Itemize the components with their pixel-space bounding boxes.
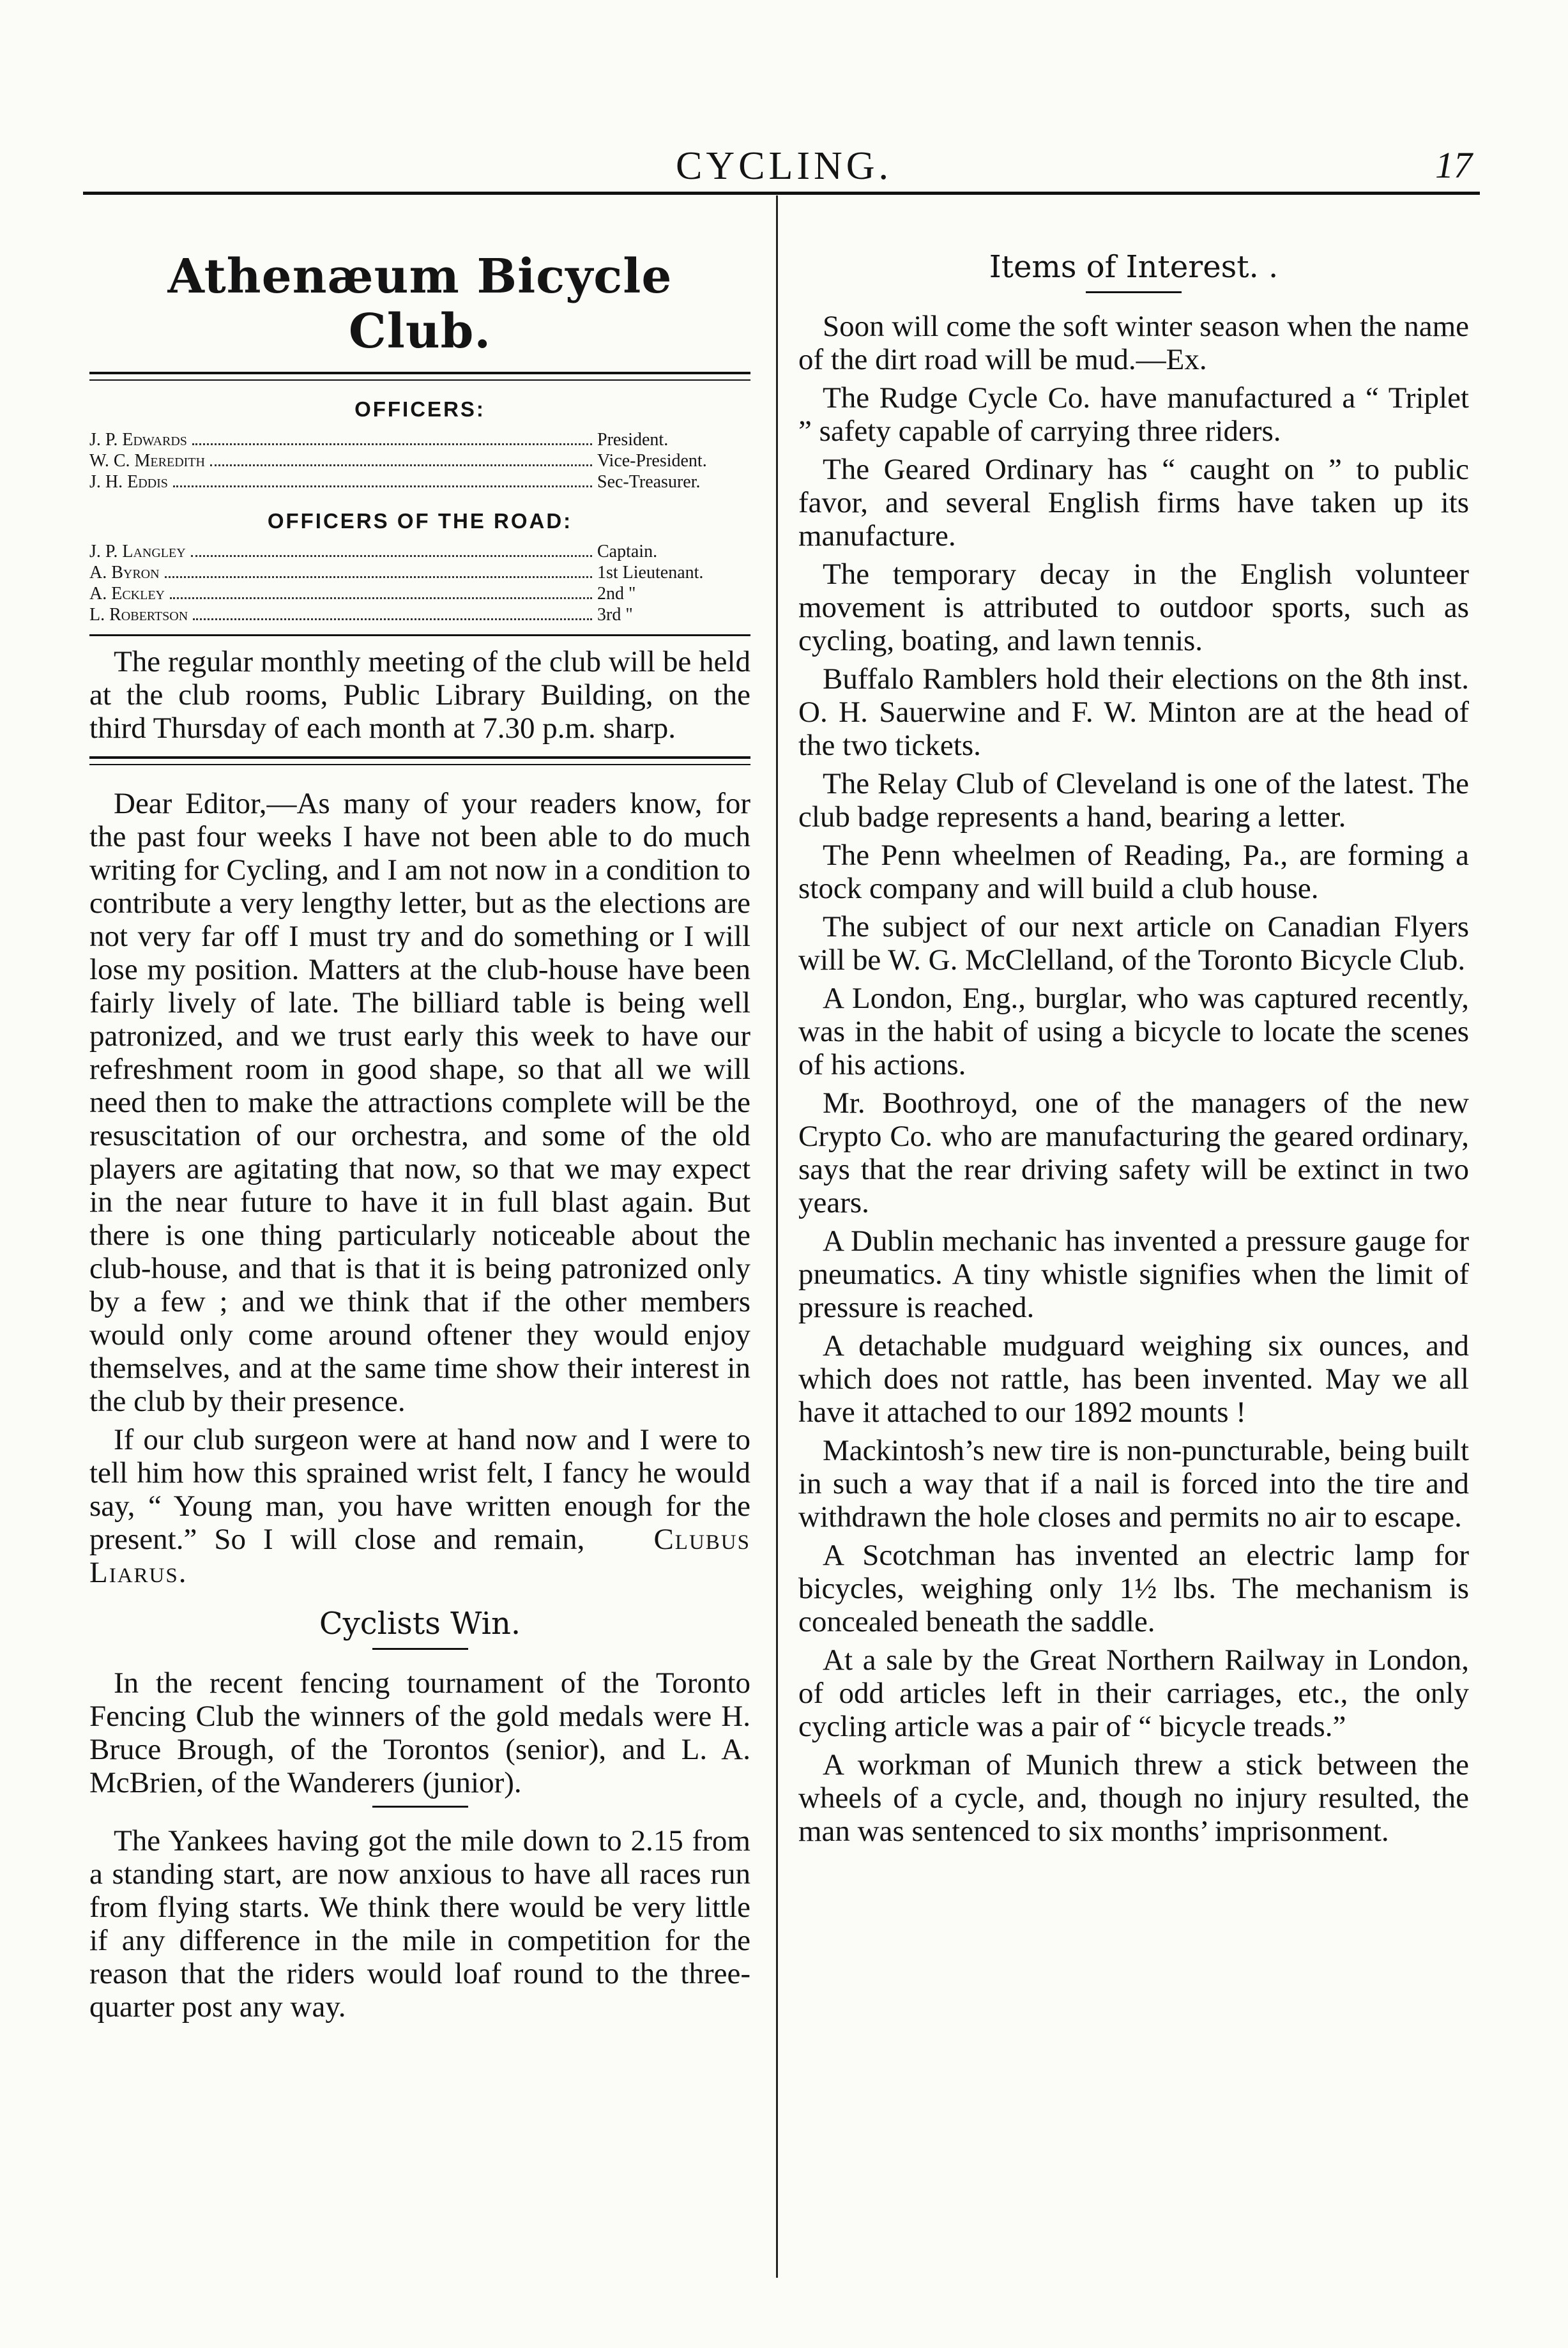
column-divider [776,195,778,2278]
officer-name: J. P. Edwards [89,430,187,450]
officers-rule [89,634,750,636]
dot-leader [170,597,592,599]
road-officers-list [89,541,750,625]
left-column [89,211,750,2029]
officers-heading: OFFICERS: [354,397,485,421]
item-paragraph: The Penn wheelmen of Reading, Pa., are forming a stock company and will build a club house. [798,839,1469,905]
road-officers-heading: OFFICERS OF THE ROAD: [267,509,573,533]
letter-signature: Clubus Liarus. [89,1523,750,1589]
dot-leader [165,576,592,578]
officer-row [89,429,750,450]
yankees-paragraph: The Yankees having got the mile down to 2.15 from a standing start, are now anxious to have all races run from flying starts. We think there would be very little if any difference in the mile in competition for the reason that the riders would loaf round to the three-quarter post any way. [89,1824,750,2024]
officer-role: 1st Lieutenant. [597,563,704,583]
officer-role: 2nd " [597,584,636,604]
fencing-paragraph: In the recent fencing tournament of the Toronto Fencing Club the winners of the gold medals were H. Bruce Brough, of the Torontos (senior), and L. A. McBrien, of the Wanderers (junior). [89,1666,750,1799]
item-paragraph: The Geared Ordinary has “ caught on ” to public favor, and several English firms have taken up its manufacture. [798,453,1469,553]
officer-role: Captain. [597,542,658,561]
officer-row [89,604,750,625]
item-paragraph: The Relay Club of Cleveland is one of the latest. The club badge represents a hand, bearing a letter. [798,767,1469,834]
item-paragraph: Mackintosh’s new tire is non-puncturable, being built in such a way that if a nail is forced into the tire and withdrawn the hole closes and permits no air to escape. [798,1434,1469,1534]
officer-name: A. Byron [89,563,160,583]
officer-role: President. [597,430,669,450]
item-paragraph: Soon will come the soft winter season when the name of the dirt road will be mud.—Ex. [798,310,1469,376]
header-rule [83,192,1480,195]
officer-name: J. H. Eddis [89,472,168,492]
item-paragraph: A Scotchman has invented an electric lamp for bicycles, weighing only 1½ lbs. The mechanism is concealed beneath the saddle. [798,1539,1469,1638]
officer-name: A. Eckley [89,584,165,604]
item-paragraph: A workman of Munich threw a stick between the wheels of a cycle, and, though no injury resulted, the man was sentenced to six months’ imprisonment. [798,1748,1469,1848]
officer-role: Vice-President. [597,451,707,471]
items-title: Items of Interest. . [989,249,1279,285]
dot-leader [210,464,592,466]
officer-row [89,450,750,471]
officers-list [89,429,750,492]
officer-name: L. Robertson [89,605,188,625]
items-list [798,310,1469,1848]
officer-name: J. P. Langley [89,542,186,561]
officer-row [89,471,750,492]
dot-leader [193,618,592,620]
dot-leader [173,485,592,487]
dot-leader [191,555,592,557]
title-underline [1086,291,1182,293]
dot-leader [192,443,592,445]
running-title: CYCLING. [675,144,893,188]
officer-row [89,583,750,604]
letter-paragraph-2-text: If our club surgeon were at hand now and I were to tell him how this sprained wrist felt, I fancy he would say, “ Young man, you have written enough for the present.” So I will close and remain, [89,1423,750,1556]
item-paragraph: A London, Eng., burglar, who was captured recently, was in the habit of using a bicycle to locate the scenes of his actions. [798,982,1469,1081]
page-number: 17 [1435,144,1472,186]
officer-role: Sec-Treasurer. [597,472,701,492]
cyclists-win-title: Cyclists Win. [319,1606,521,1642]
title-underline [372,1648,468,1650]
item-paragraph: At a sale by the Great Northern Railway in London, of odd articles left in their carriages, etc., the only cycling article was a pair of “ bicycle treads.” [798,1643,1469,1743]
club-title: Athenæum Bicycle Club. [167,249,673,359]
right-column [798,211,1469,1853]
item-paragraph: The temporary decay in the English volunteer movement is attributed to outdoor sports, such as cycling, boating, and lawn tennis. [798,558,1469,657]
officer-name: W. C. Meredith [89,451,205,471]
item-paragraph: The subject of our next article on Canadian Flyers will be W. G. McClelland, of the Toronto Bicycle Club. [798,910,1469,977]
item-paragraph: A detachable mudguard weighing six ounces, and which does not rattle, has been invented. May we all have it attached to our 1892 mounts ! [798,1329,1469,1429]
item-paragraph: The Rudge Cycle Co. have manufactured a “ Triplet ” safety capable of carrying three riders. [798,381,1469,448]
item-divider [372,1806,468,1808]
item-paragraph: A Dublin mechanic has invented a pressure gauge for pneumatics. A tiny whistle signifies when the limit of pressure is reached. [798,1224,1469,1324]
officer-row [89,562,750,583]
officer-row [89,541,750,562]
officer-role: 3rd " [597,605,633,625]
item-paragraph: Buffalo Ramblers hold their elections on the 8th inst. O. H. Sauerwine and F. W. Minton are at the head of the two tickets. [798,662,1469,762]
title-rule [89,372,750,381]
meeting-notice: The regular monthly meeting of the club will be held at the club rooms, Public Library Building, on the third Thursday of each month at 7.30 p.m. sharp. [89,645,750,745]
section-rule [89,756,750,765]
letter-paragraph-2 [89,1423,750,1589]
letter-paragraph-1: Dear Editor,—As many of your readers know, for the past four weeks I have not been able to do much writing for Cycling, and I am not now in a condition to contribute a very lengthy letter, but as the elections are not very far off I must try and do something or I will lose my position. Matters at the club-house have been fairly lively of late. The billiard table is being well patronized, and we trust early this week to have our refreshment room in good shape, so that all we will need then to make the attractions complete will be the resuscitation of our orchestra, and some of the old players are agitating that now, so that we may expect in the near future to have it in full blast again. But there is one thing particularly noticeable about the club-house, and that is that it is being patronized only by a few ; and we think that if the other members would only come around oftener they would enjoy themselves, and at the same time show their interest in the club by their presence. [89,787,750,1418]
item-paragraph: Mr. Boothroyd, one of the managers of the new Crypto Co. who are manufacturing the geared ordinary, says that the rear driving safety will be extinct in two years. [798,1086,1469,1219]
